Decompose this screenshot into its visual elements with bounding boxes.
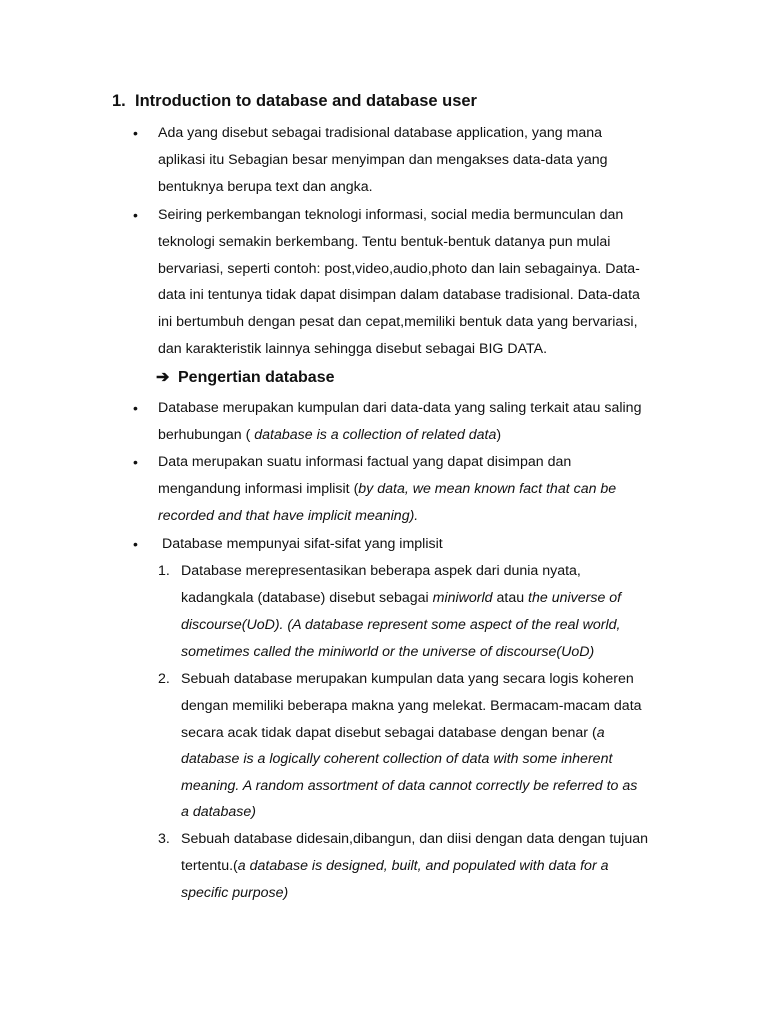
subheading: [156, 366, 335, 390]
section-heading: [112, 92, 477, 111]
paragraph-line: teknologi semakin berkembang. Tentu bentuk-bentuk datanya pun mulai: [158, 234, 611, 250]
paragraph-line: Database merepresentasikan beberapa aspek dari dunia nyata,: [181, 563, 581, 579]
paragraph-line: meaning. A random assortment of data cannot correctly be referred to as: [181, 778, 638, 794]
paragraph-line: secara acak tidak dapat disebut sebagai database dengan benar (a: [181, 725, 605, 741]
paragraph-line: kadangkala (database) disebut sebagai miniworld atau the universe of: [181, 590, 622, 606]
paragraph-line: Database mempunyai sifat-sifat yang implisit: [158, 536, 443, 552]
paragraph-line: Database merupakan kumpulan dari data-data yang saling terkait atau saling: [158, 400, 642, 416]
paragraph-line: discourse(UoD). (A database represent some aspect of the real world,: [181, 617, 621, 633]
paragraph-line: recorded and that have implicit meaning).: [158, 508, 419, 524]
bullet-marker: [133, 395, 141, 422]
paragraph-line: Ada yang disebut sebagai tradisional database application, yang mana: [158, 125, 603, 141]
bullet-marker: [133, 202, 141, 229]
paragraph-line: bervariasi, seperti contoh: post,video,audio,photo dan lain sebagainya. Data-: [158, 261, 640, 277]
list-number: 1.: [158, 563, 170, 579]
list-number: 2.: [158, 671, 170, 687]
heading-number: 1.: [112, 92, 126, 110]
paragraph-line: berhubungan ( database is a collection of related data): [158, 427, 502, 443]
paragraph-line: specific purpose): [181, 885, 289, 901]
paragraph-line: aplikasi itu Sebagian besar menyimpan dan mengakses data-data yang: [158, 152, 608, 168]
paragraph-line: Data merupakan suatu informasi factual yang dapat disimpan dan: [158, 454, 572, 470]
subheading-title: Pengertian database: [178, 369, 335, 386]
paragraph-line: tertentu.(a database is designed, built, and populated with data for a: [181, 858, 609, 874]
arrow-right-icon: ➔: [156, 369, 170, 386]
paragraph-line: dan karakteristik lainnya sehingga disebut sebagai BIG DATA.: [158, 341, 548, 357]
paragraph-line: mengandung informasi implisit (by data, we mean known fact that can be: [158, 481, 617, 497]
bullet-marker: [133, 531, 141, 558]
bullet-marker: [133, 120, 141, 147]
bullet-marker: [133, 449, 141, 476]
paragraph-line: bentuknya berupa text dan angka.: [158, 179, 373, 195]
list-number: 3.: [158, 831, 170, 847]
paragraph-line: Sebuah database didesain,dibangun, dan diisi dengan data dengan tujuan: [181, 831, 649, 847]
paragraph-line: Sebuah database merupakan kumpulan data yang secara logis koheren: [181, 671, 634, 687]
paragraph-line: data ini tentunya tidak dapat disimpan dalam database tradisional. Data-data: [158, 287, 640, 303]
heading-title: Introduction to database and database user: [135, 92, 477, 110]
paragraph-line: database is a logically coherent collection of data with some inherent: [181, 751, 613, 767]
paragraph-line: ini bertumbuh dengan pesat dan cepat,memiliki bentuk data yang bervariasi,: [158, 314, 638, 330]
paragraph-line: sometimes called the miniworld or the universe of discourse(UoD): [181, 644, 595, 660]
paragraph-line: dengan memiliki beberapa makna yang melekat. Bermacam-macam data: [181, 698, 642, 714]
paragraph-line: Seiring perkembangan teknologi informasi, social media bermunculan dan: [158, 207, 624, 223]
paragraph-line: a database): [181, 804, 256, 820]
